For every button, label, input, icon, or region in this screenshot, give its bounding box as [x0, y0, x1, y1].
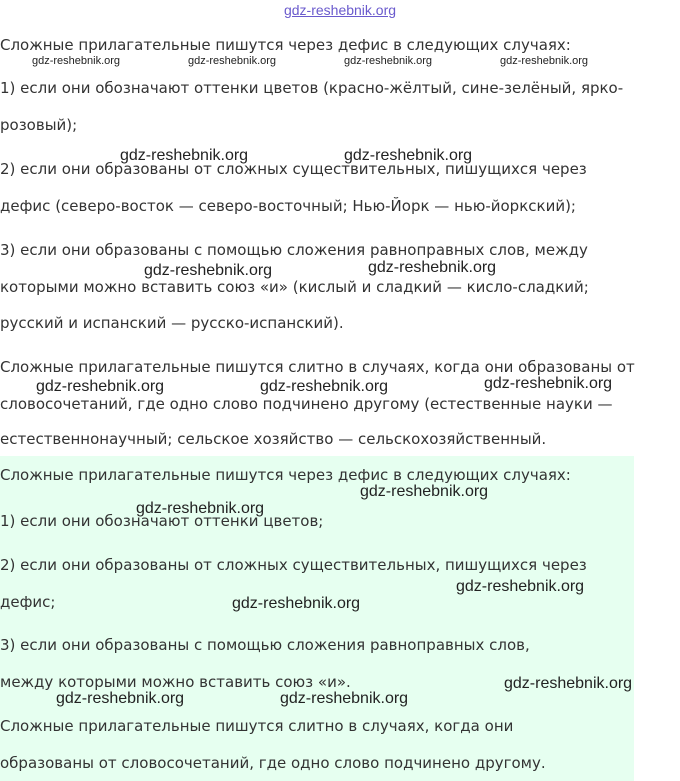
watermark: gdz-reshebnik.org [500, 55, 589, 67]
original-line-2: 1) если они обозначают оттенки цветов (красно-жёлтый, сине-зелёный, ярко- [0, 79, 624, 97]
site-header-link[interactable]: gdz-reshebnik.org [283, 2, 397, 18]
watermark: gdz-reshebnik.org [120, 147, 249, 164]
watermark: gdz-reshebnik.org [188, 55, 277, 67]
summary-line-3: 2) если они образованы от сложных существительных, пишущихся через [0, 556, 587, 574]
summary-line-7: Сложные прилагательные пишутся слитно в случаях, когда они [0, 717, 514, 735]
original-line-11: естественнонаучный; сельское хозяйство — сельскохозяйственный. [0, 430, 547, 448]
original-line-6: 3) если они образованы с помощью сложения равноправных слов, между [0, 241, 588, 259]
watermark: gdz-reshebnik.org [136, 500, 265, 517]
original-line-7: которыми можно вставить союз «и» (кислый и сладкий — кисло-сладкий; [0, 278, 589, 296]
summary-line-8: образованы от словосочетаний, где одно слово подчинено другому. [0, 754, 546, 772]
summary-line-4: дефис; [0, 593, 56, 611]
summary-line-2: 1) если они обозначают оттенки цветов; [0, 512, 324, 530]
watermark: gdz-reshebnik.org [36, 378, 165, 395]
watermark: gdz-reshebnik.org [504, 675, 633, 692]
watermark: gdz-reshebnik.org [280, 690, 409, 707]
summary-line-1: Сложные прилагательные пишутся через дефис в следующих случаях: [0, 466, 571, 484]
watermark: gdz-reshebnik.org [368, 259, 497, 276]
original-line-5: дефис (северо-восток — северо-восточный; Нью-Йорк — нью-йоркский); [0, 197, 576, 215]
watermark: gdz-reshebnik.org [32, 55, 121, 67]
original-line-10: словосочетаний, где одно слово подчинено другому (естественные науки — [0, 395, 613, 413]
watermark: gdz-reshebnik.org [484, 375, 613, 392]
watermark: gdz-reshebnik.org [344, 147, 473, 164]
watermark: gdz-reshebnik.org [456, 578, 585, 595]
watermark: gdz-reshebnik.org [56, 690, 185, 707]
summary-line-5: 3) если они образованы с помощью сложения равноправных слов, [0, 636, 530, 654]
watermark: gdz-reshebnik.org [360, 483, 489, 500]
watermark: gdz-reshebnik.org [344, 55, 433, 67]
original-line-1: Сложные прилагательные пишутся через дефис в следующих случаях: [0, 36, 571, 54]
original-line-4: 2) если они образованы от сложных существительных, пишущихся через [0, 160, 587, 178]
summary-line-6: между которыми можно вставить союз «и». [0, 673, 351, 691]
watermark: gdz-reshebnik.org [232, 595, 361, 612]
watermark: gdz-reshebnik.org [144, 262, 273, 279]
original-line-9: Сложные прилагательные пишутся слитно в случаях, когда они образованы от [0, 358, 635, 376]
watermark: gdz-reshebnik.org [260, 378, 389, 395]
original-line-3: розовый); [0, 116, 78, 134]
original-line-8: русский и испанский — русско-испанский). [0, 314, 344, 332]
